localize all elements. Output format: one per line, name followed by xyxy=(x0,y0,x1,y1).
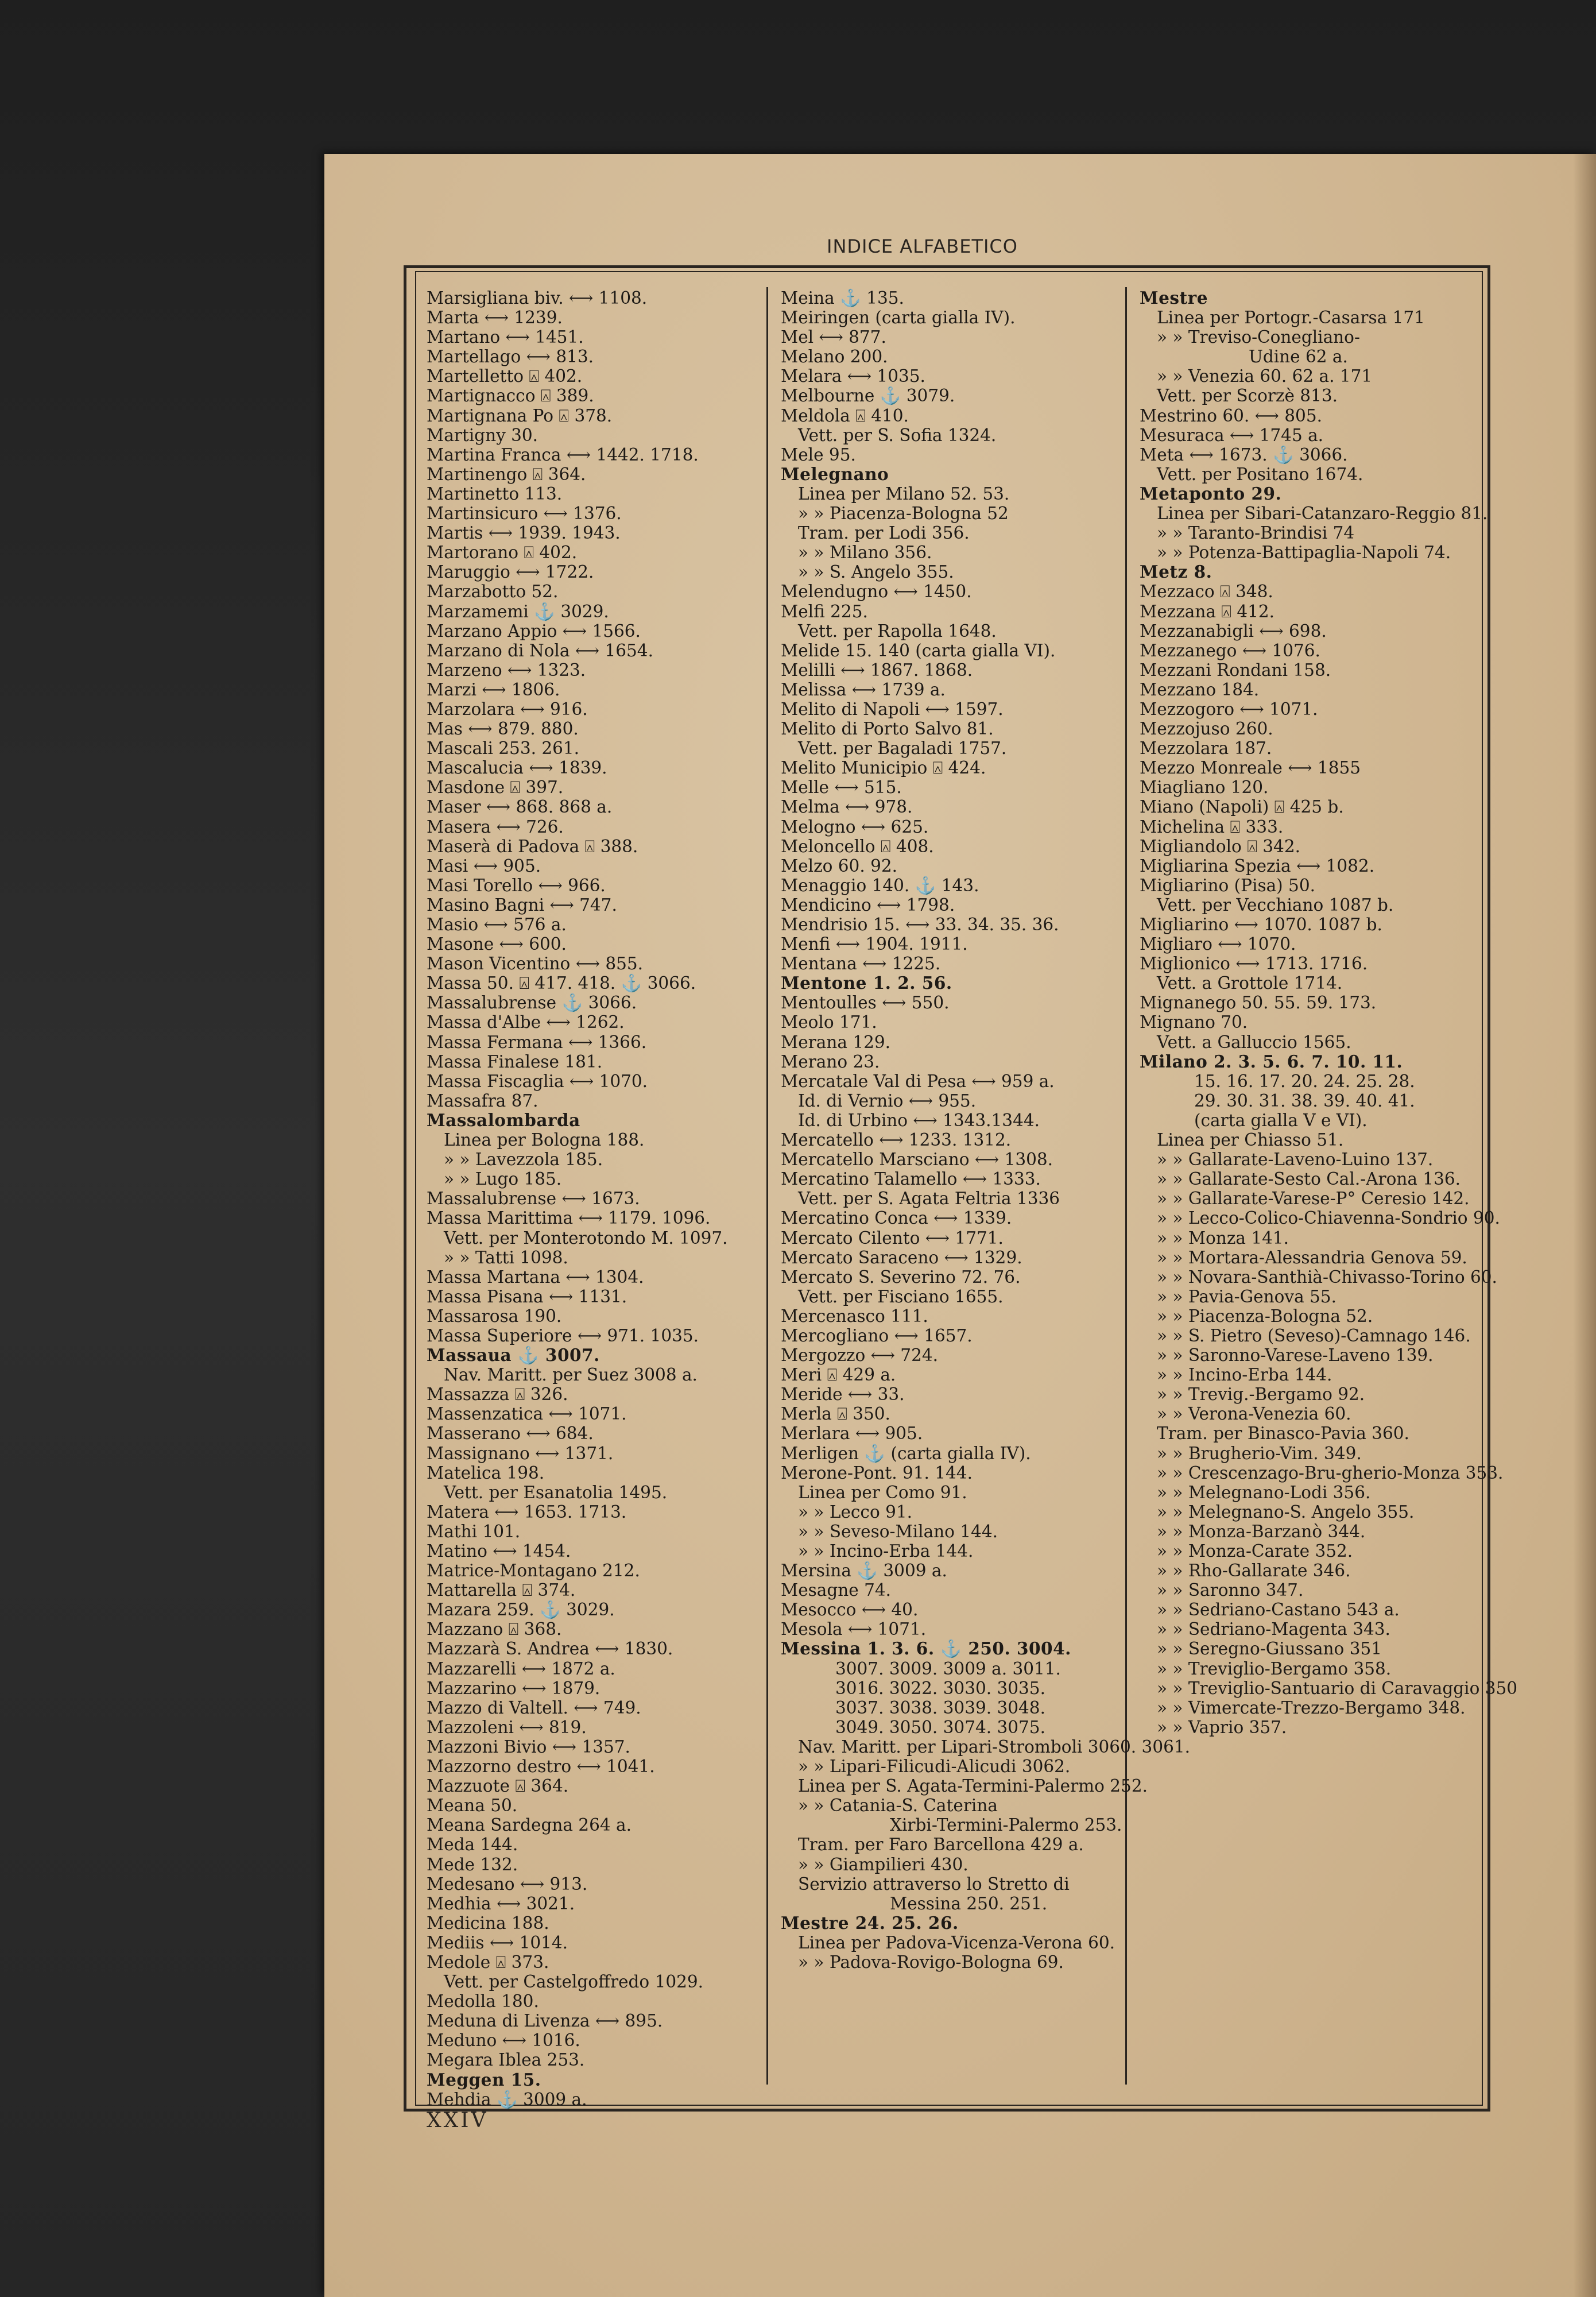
index-entry: Masi Torello ⟷ 966. xyxy=(427,875,606,895)
index-entry: » » Sedriano-Magenta 343. xyxy=(1157,1619,1390,1639)
index-entry: Mercatale Val di Pesa ⟷ 959 a. xyxy=(781,1071,1055,1091)
index-entry: » » Novara-Santhià-Chivasso-Torino 60. xyxy=(1157,1267,1497,1287)
index-entry: Migliarina Spezia ⟷ 1082. xyxy=(1140,856,1375,876)
index-entry: Linea per S. Agata-Termini-Palermo 252. xyxy=(798,1776,1148,1796)
index-entry: Vett. per Esanatolia 1495. xyxy=(444,1482,668,1502)
column-rule-2 xyxy=(1125,287,1127,2085)
index-entry: Marzabotto 52. xyxy=(427,582,559,602)
index-entry: Meiringen (carta gialla IV). xyxy=(781,308,1016,328)
index-entry: Tram. per Faro Barcellona 429 a. xyxy=(798,1835,1084,1855)
index-entry: Mesola ⟷ 1071. xyxy=(781,1619,927,1639)
index-entry: Melfi 225. xyxy=(781,601,868,621)
index-entry: » » Monza 141. xyxy=(1157,1228,1289,1248)
index-entry: Massa d'Albe ⟷ 1262. xyxy=(427,1012,625,1033)
index-entry: Melissa ⟷ 1739 a. xyxy=(781,679,946,699)
index-entry: » » Incino-Erba 144. xyxy=(798,1541,974,1561)
index-entry: Melara ⟷ 1035. xyxy=(781,366,925,386)
index-entry: Mercogliano ⟷ 1657. xyxy=(781,1325,973,1345)
index-entry: 3037. 3038. 3039. 3048. xyxy=(835,1697,1045,1718)
index-entry: Mezzanabigli ⟷ 698. xyxy=(1140,621,1327,641)
index-entry: Mezzanego ⟷ 1076. xyxy=(1140,640,1320,660)
index-entry: Miano (Napoli) ⍓ 425 b. xyxy=(1140,797,1344,817)
index-entry: Medhia ⟷ 3021. xyxy=(427,1893,575,1913)
index-heading: Milano 2. 3. 5. 6. 7. 10. 11. xyxy=(1140,1051,1403,1072)
index-entry: Martellago ⟷ 813. xyxy=(427,347,594,367)
index-entry: Mesagne 74. xyxy=(781,1580,892,1600)
index-entry: Mignanego 50. 55. 59. 173. xyxy=(1140,993,1377,1013)
index-entry: Mercenasco 111. xyxy=(781,1306,928,1326)
index-entry: Merano 23. xyxy=(781,1051,880,1072)
index-entry: Marta ⟷ 1239. xyxy=(427,308,563,328)
index-entry: Vett. a Grottole 1714. xyxy=(1157,973,1343,993)
index-entry: Melendugno ⟷ 1450. xyxy=(781,582,972,602)
index-entry: Massafra 87. xyxy=(427,1091,539,1111)
index-entry: Merone-Pont. 91. 144. xyxy=(781,1463,973,1483)
index-entry: Mercatino Talamello ⟷ 1333. xyxy=(781,1169,1041,1189)
index-entry: Martina Franca ⟷ 1442. 1718. xyxy=(427,444,699,465)
index-entry: Linea per Milano 52. 53. xyxy=(798,484,1010,504)
index-entry: Vett. a Galluccio 1565. xyxy=(1157,1032,1351,1052)
index-entry: Mergozzo ⟷ 724. xyxy=(781,1345,938,1366)
index-entry: Mehdia ⚓ 3009 a. xyxy=(427,2089,587,2109)
index-entry: » » S. Pietro (Seveso)-Camnago 146. xyxy=(1157,1325,1471,1345)
index-entry: Meloncello ⍓ 408. xyxy=(781,836,934,856)
index-entry: Massazza ⍓ 326. xyxy=(427,1385,568,1405)
index-entry: Massarosa 190. xyxy=(427,1306,562,1326)
index-column-1 xyxy=(427,288,760,2109)
index-entry: Martigny 30. xyxy=(427,425,539,445)
index-entry: Mersina ⚓ 3009 a. xyxy=(781,1561,947,1581)
index-entry: Menaggio 140. ⚓ 143. xyxy=(781,875,979,895)
index-entry: Martano ⟷ 1451. xyxy=(427,327,584,347)
index-entry: Matrice-Montagano 212. xyxy=(427,1561,640,1581)
index-entry: Vett. per Fisciano 1655. xyxy=(798,1286,1004,1306)
index-entry: Id. di Urbino ⟷ 1343.1344. xyxy=(798,1110,1040,1130)
index-entry: Miglionico ⟷ 1713. 1716. xyxy=(1140,954,1368,974)
index-entry: Medolla 180. xyxy=(427,1991,539,2012)
index-entry: Mazzoleni ⟷ 819. xyxy=(427,1717,587,1737)
index-entry: 3007. 3009. 3009 a. 3011. xyxy=(835,1658,1061,1679)
index-entry: Matera ⟷ 1653. 1713. xyxy=(427,1502,627,1522)
index-entry: » » Giampilieri 430. xyxy=(798,1854,969,1874)
index-entry: Meta ⟷ 1673. ⚓ 3066. xyxy=(1140,444,1348,465)
index-entry: » » Vimercate-Trezzo-Bergamo 348. xyxy=(1157,1697,1466,1718)
index-entry: Mazzorno destro ⟷ 1041. xyxy=(427,1757,655,1777)
index-entry: » » Rho-Gallarate 346. xyxy=(1157,1561,1351,1581)
index-entry: Mazzarà S. Andrea ⟷ 1830. xyxy=(427,1639,673,1659)
index-entry: » » Gallarate-Varese-P° Ceresio 142. xyxy=(1157,1189,1470,1209)
index-entry: Mestrino 60. ⟷ 805. xyxy=(1140,405,1322,426)
index-entry: Vett. per Scorzè 813. xyxy=(1157,386,1338,406)
index-entry: Mendicino ⟷ 1798. xyxy=(781,895,955,915)
index-entry: Melito di Porto Salvo 81. xyxy=(781,719,994,739)
index-entry: Vett. per S. Agata Feltria 1336 xyxy=(798,1189,1060,1209)
index-entry: Mascali 253. 261. xyxy=(427,738,580,759)
index-entry: » » Gallarate-Laveno-Luino 137. xyxy=(1157,1150,1434,1170)
index-entry: Meolo 171. xyxy=(781,1012,877,1033)
index-entry: Mazzarino ⟷ 1879. xyxy=(427,1678,601,1698)
index-entry: Massa Marittima ⟷ 1179. 1096. xyxy=(427,1208,711,1228)
index-entry: Martis ⟷ 1939. 1943. xyxy=(427,523,621,543)
index-entry: Melle ⟷ 515. xyxy=(781,778,902,798)
index-entry: Mercato Saraceno ⟷ 1329. xyxy=(781,1247,1022,1267)
index-entry: Mazzo di Valtell. ⟷ 749. xyxy=(427,1697,641,1718)
index-entry: Mezzani Rondani 158. xyxy=(1140,660,1331,680)
index-entry: Migliandolo ⍓ 342. xyxy=(1140,836,1300,856)
index-entry: » » Melegnano-Lodi 356. xyxy=(1157,1482,1371,1502)
page-number: XXIV xyxy=(427,2109,489,2132)
index-entry: Mercatello Marsciano ⟷ 1308. xyxy=(781,1150,1053,1170)
index-heading: Metz 8. xyxy=(1140,562,1213,582)
index-entry: Martorano ⍓ 402. xyxy=(427,543,578,563)
index-entry: Mercato Cilento ⟷ 1771. xyxy=(781,1228,1004,1248)
index-entry: Vett. per Vecchiano 1087 b. xyxy=(1157,895,1394,915)
index-entry: Linea per Padova-Vicenza-Verona 60. xyxy=(798,1932,1115,1952)
index-entry: » » Lecco 91. xyxy=(798,1502,912,1522)
index-entry: Martinetto 113. xyxy=(427,484,563,504)
index-entry: Mathi 101. xyxy=(427,1521,521,1541)
index-entry: » » Mortara-Alessandria Genova 59. xyxy=(1157,1247,1467,1267)
index-entry: Mediis ⟷ 1014. xyxy=(427,1932,568,1952)
index-entry: Id. di Vernio ⟷ 955. xyxy=(798,1091,977,1111)
index-entry: » » Lipari-Filicudi-Alicudi 3062. xyxy=(798,1757,1071,1777)
index-entry: Vett. per Positano 1674. xyxy=(1157,464,1363,484)
index-entry: Melogno ⟷ 625. xyxy=(781,817,929,837)
index-entry: » » Lecco-Colico-Chiavenna-Sondrio 90. xyxy=(1157,1208,1500,1228)
index-entry: » » Monza-Barzanò 344. xyxy=(1157,1521,1366,1541)
index-entry: Migliarino ⟷ 1070. 1087 b. xyxy=(1140,915,1382,934)
index-entry: Marzamemi ⚓ 3029. xyxy=(427,601,609,621)
index-entry: Michelina ⍓ 333. xyxy=(1140,817,1284,837)
index-entry: Nav. Maritt. per Lipari-Stromboli 3060. 3061. xyxy=(798,1737,1191,1757)
index-entry: Xirbi-Termini-Palermo 253. xyxy=(890,1815,1122,1835)
index-entry: Mendrisio 15. ⟷ 33. 34. 35. 36. xyxy=(781,915,1059,934)
index-entry: Massa Finalese 181. xyxy=(427,1051,603,1072)
index-entry: » » Taranto-Brindisi 74 xyxy=(1157,523,1355,543)
index-entry: Massenzatica ⟷ 1071. xyxy=(427,1404,627,1424)
index-entry: Mezzaco ⍓ 348. xyxy=(1140,582,1273,602)
index-entry: Melito Municipio ⍓ 424. xyxy=(781,758,986,778)
index-entry: » » Piacenza-Bologna 52. xyxy=(1157,1306,1373,1326)
index-entry: Mazzuote ⍓ 364. xyxy=(427,1776,569,1796)
index-entry: Vett. per Castelgoffredo 1029. xyxy=(444,1972,704,1992)
index-entry: » » Gallarate-Sesto Cal.-Arona 136. xyxy=(1157,1169,1461,1189)
index-entry: Migliaro ⟷ 1070. xyxy=(1140,934,1296,954)
index-entry: Masone ⟷ 600. xyxy=(427,934,567,954)
index-entry: » » Lavezzola 185. xyxy=(444,1150,603,1170)
index-entry: » » Treviglio-Bergamo 358. xyxy=(1157,1658,1392,1679)
index-entry: Vett. per Rapolla 1648. xyxy=(798,621,997,641)
index-heading: Mentone 1. 2. 56. xyxy=(781,973,952,993)
index-entry: » » Catania-S. Caterina xyxy=(798,1796,998,1816)
index-entry: » » Venezia 60. 62 a. 171 xyxy=(1157,366,1373,386)
index-heading: Mestre xyxy=(1140,288,1208,308)
index-entry: Miagliano 120. xyxy=(1140,778,1269,798)
index-entry: Mignano 70. xyxy=(1140,1012,1248,1033)
index-entry: » » Padova-Rovigo-Bologna 69. xyxy=(798,1952,1064,1972)
index-entry: Massa 50. ⍓ 417. 418. ⚓ 3066. xyxy=(427,973,696,993)
index-entry: Linea per Sibari-Catanzaro-Reggio 81. xyxy=(1157,504,1488,524)
index-heading: Melegnano xyxy=(781,463,889,484)
index-entry: Mezzogoro ⟷ 1071. xyxy=(1140,699,1318,719)
index-entry: Mentoulles ⟷ 550. xyxy=(781,993,950,1013)
index-entry: » » Pavia-Genova 55. xyxy=(1157,1286,1337,1306)
index-entry: Meri ⍓ 429 a. xyxy=(781,1365,896,1385)
index-entry: Maserà di Padova ⍓ 388. xyxy=(427,836,638,856)
index-entry: » » Crescenzago-Bru-gherio-Monza 353. xyxy=(1157,1463,1504,1483)
index-entry: » » Monza-Carate 352. xyxy=(1157,1541,1353,1561)
index-entry: Mentana ⟷ 1225. xyxy=(781,954,941,974)
index-entry: Masino Bagni ⟷ 747. xyxy=(427,895,617,915)
index-entry: Mason Vicentino ⟷ 855. xyxy=(427,954,644,974)
index-entry: Mas ⟷ 879. 880. xyxy=(427,719,579,739)
index-entry: » » Seregno-Giussano 351 xyxy=(1157,1639,1382,1659)
index-entry: Mel ⟷ 877. xyxy=(781,327,886,347)
index-entry: Masdone ⍓ 397. xyxy=(427,778,564,798)
index-entry: Linea per Portogr.-Casarsa 171 xyxy=(1157,308,1425,328)
index-entry: Mesocco ⟷ 40. xyxy=(781,1600,919,1620)
index-entry: » » Treviglio-Santuario di Caravaggio 350 xyxy=(1157,1678,1518,1698)
index-entry: » » Sedriano-Castano 543 a. xyxy=(1157,1600,1400,1620)
index-entry: Mezzolara 187. xyxy=(1140,738,1272,759)
index-entry: » » Incino-Erba 144. xyxy=(1157,1365,1332,1385)
index-entry: Melbourne ⚓ 3079. xyxy=(781,386,955,406)
index-entry: Mesuraca ⟷ 1745 a. xyxy=(1140,425,1324,445)
index-entry: Medesano ⟷ 913. xyxy=(427,1874,588,1894)
index-entry: Tram. per Binasco-Pavia 360. xyxy=(1157,1424,1409,1444)
index-entry: » » Lugo 185. xyxy=(444,1169,562,1189)
index-heading: Massalombarda xyxy=(427,1109,580,1130)
index-entry: Mascalucia ⟷ 1839. xyxy=(427,758,607,778)
index-entry: Mezzojuso 260. xyxy=(1140,719,1273,739)
index-entry: Mazzarelli ⟷ 1872 a. xyxy=(427,1658,615,1679)
index-heading: Mestre 24. 25. 26. xyxy=(781,1912,959,1933)
index-entry: Martignacco ⍓ 389. xyxy=(427,386,594,406)
column-rule-1 xyxy=(766,287,768,2085)
index-entry: Mazara 259. ⚓ 3029. xyxy=(427,1600,615,1620)
index-entry: Meldola ⍓ 410. xyxy=(781,405,909,426)
index-entry: » » Tatti 1098. xyxy=(444,1247,568,1267)
index-entry: » » Seveso-Milano 144. xyxy=(798,1521,998,1541)
index-entry: Meduno ⟷ 1016. xyxy=(427,2031,580,2051)
index-entry: Servizio attraverso lo Stretto di xyxy=(798,1874,1070,1894)
index-entry: Medole ⍓ 373. xyxy=(427,1952,549,1972)
index-column-3 xyxy=(1140,288,1518,2103)
index-entry: Massa Fermana ⟷ 1366. xyxy=(427,1032,647,1052)
index-entry: Megara Iblea 253. xyxy=(427,2050,585,2070)
index-entry: Udine 62 a. xyxy=(1249,347,1348,367)
index-entry: Marzeno ⟷ 1323. xyxy=(427,660,586,680)
index-entry: Mezzo Monreale ⟷ 1855 xyxy=(1140,758,1361,778)
index-entry: Meduna di Livenza ⟷ 895. xyxy=(427,2011,663,2031)
index-entry: Masi ⟷ 905. xyxy=(427,856,541,876)
index-entry: Melzo 60. 92. xyxy=(781,856,897,876)
index-heading: Messina 1. 3. 6. ⚓ 250. 3004. xyxy=(781,1638,1071,1659)
index-entry: Martelletto ⍓ 402. xyxy=(427,366,583,386)
index-heading: Metaponto 29. xyxy=(1140,483,1282,504)
index-entry: Linea per Bologna 188. xyxy=(444,1130,645,1150)
index-entry: » » Vaprio 357. xyxy=(1157,1717,1287,1737)
index-entry: Meride ⟷ 33. xyxy=(781,1385,905,1405)
index-entry: Nav. Maritt. per Suez 3008 a. xyxy=(444,1365,698,1385)
index-entry: Melito di Napoli ⟷ 1597. xyxy=(781,699,1004,719)
index-heading: Massaua ⚓ 3007. xyxy=(427,1345,600,1366)
index-entry: Mele 95. xyxy=(781,444,856,465)
index-entry: Massalubrense ⟷ 1673. xyxy=(427,1189,640,1209)
index-entry: 29. 30. 31. 38. 39. 40. 41. xyxy=(1194,1091,1415,1111)
index-entry: Mezzana ⍓ 412. xyxy=(1140,601,1275,621)
index-entry: » » Saronno 347. xyxy=(1157,1580,1304,1600)
index-entry: Martinsicuro ⟷ 1376. xyxy=(427,504,622,524)
index-entry: Marzano di Nola ⟷ 1654. xyxy=(427,640,653,660)
index-entry: » » Saronno-Varese-Laveno 139. xyxy=(1157,1345,1434,1366)
page-edge-shadow xyxy=(1573,154,1596,2297)
index-entry: Massignano ⟷ 1371. xyxy=(427,1443,614,1463)
index-entry: Melide 15. 140 (carta gialla VI). xyxy=(781,640,1056,660)
index-entry: Massalubrense ⚓ 3066. xyxy=(427,993,637,1013)
index-entry: Tram. per Lodi 356. xyxy=(798,523,970,543)
index-entry: Migliarino (Pisa) 50. xyxy=(1140,875,1315,895)
index-entry: Meana Sardegna 264 a. xyxy=(427,1815,632,1835)
index-entry: Mercatello ⟷ 1233. 1312. xyxy=(781,1130,1012,1150)
index-entry: Matelica 198. xyxy=(427,1463,545,1483)
index-entry: Mazzano ⍓ 368. xyxy=(427,1619,562,1639)
index-entry: Masera ⟷ 726. xyxy=(427,817,564,837)
index-entry: Meana 50. xyxy=(427,1796,518,1816)
index-entry: Melma ⟷ 978. xyxy=(781,797,913,817)
index-entry: Meina ⚓ 135. xyxy=(781,288,904,308)
page-header-title: INDICE ALFABETICO xyxy=(827,235,1018,257)
index-entry: Menfi ⟷ 1904. 1911. xyxy=(781,934,968,954)
index-entry: » » S. Angelo 355. xyxy=(798,562,954,582)
index-entry: Marsigliana biv. ⟷ 1108. xyxy=(427,288,648,308)
index-entry: Mezzano 184. xyxy=(1140,679,1260,699)
index-entry: Merla ⍓ 350. xyxy=(781,1404,890,1424)
index-entry: Meda 144. xyxy=(427,1835,518,1855)
index-entry: Martignana Po ⍓ 378. xyxy=(427,405,613,426)
index-entry: Merlara ⟷ 905. xyxy=(781,1424,923,1444)
index-entry: Marzi ⟷ 1806. xyxy=(427,679,560,699)
index-entry: Messina 250. 251. xyxy=(890,1893,1048,1913)
index-entry: Masio ⟷ 576 a. xyxy=(427,915,567,934)
index-entry: Mazzoni Bivio ⟷ 1357. xyxy=(427,1737,630,1757)
index-entry: Vett. per S. Sofia 1324. xyxy=(798,425,997,445)
index-entry: Linea per Como 91. xyxy=(798,1482,967,1502)
index-entry: Melilli ⟷ 1867. 1868. xyxy=(781,660,973,680)
index-entry: Maser ⟷ 868. 868 a. xyxy=(427,797,613,817)
index-entry: Masserano ⟷ 684. xyxy=(427,1424,594,1444)
index-entry: » » Milano 356. xyxy=(798,543,932,563)
index-entry: Mede 132. xyxy=(427,1854,518,1874)
index-entry: 15. 16. 17. 20. 24. 25. 28. xyxy=(1194,1071,1415,1091)
index-entry: Vett. per Bagaladi 1757. xyxy=(798,738,1007,759)
index-entry: » » Melegnano-S. Angelo 355. xyxy=(1157,1502,1415,1522)
index-entry: 3016. 3022. 3030. 3035. xyxy=(835,1678,1045,1698)
index-entry: Matino ⟷ 1454. xyxy=(427,1541,571,1561)
index-entry: Mattarella ⍓ 374. xyxy=(427,1580,576,1600)
index-entry: Marzano Appio ⟷ 1566. xyxy=(427,621,641,641)
index-entry: Vett. per Monterotondo M. 1097. xyxy=(444,1228,728,1248)
index-entry: » » Piacenza-Bologna 52 xyxy=(798,504,1009,524)
index-entry: 3049. 3050. 3074. 3075. xyxy=(835,1717,1045,1737)
index-entry: Medicina 188. xyxy=(427,1913,549,1933)
index-entry: » » Trevig.-Bergamo 92. xyxy=(1157,1385,1365,1405)
index-entry: » » Brugherio-Vim. 349. xyxy=(1157,1443,1362,1463)
index-entry: Massa Martana ⟷ 1304. xyxy=(427,1267,644,1287)
index-entry: Massa Fiscaglia ⟷ 1070. xyxy=(427,1071,648,1091)
index-entry: Martinengo ⍓ 364. xyxy=(427,464,586,484)
index-entry: » » Verona-Venezia 60. xyxy=(1157,1404,1351,1424)
index-heading: Meggen 15. xyxy=(427,2069,541,2090)
index-entry: Marzolara ⟷ 916. xyxy=(427,699,588,719)
index-entry: Mercatino Conca ⟷ 1339. xyxy=(781,1208,1012,1228)
index-entry: Maruggio ⟷ 1722. xyxy=(427,562,594,582)
index-entry: Merana 129. xyxy=(781,1032,891,1052)
index-entry: » » Treviso-Conegliano- xyxy=(1157,327,1360,347)
index-entry: Massa Superiore ⟷ 971. 1035. xyxy=(427,1325,699,1345)
index-entry: (carta gialla V e VI). xyxy=(1194,1110,1368,1130)
index-entry: » » Potenza-Battipaglia-Napoli 74. xyxy=(1157,543,1451,563)
index-entry: Massa Pisana ⟷ 1131. xyxy=(427,1286,627,1306)
index-entry: Merligen ⚓ (carta gialla IV). xyxy=(781,1443,1031,1463)
index-entry: Mercato S. Severino 72. 76. xyxy=(781,1267,1021,1287)
index-entry: Linea per Chiasso 51. xyxy=(1157,1130,1344,1150)
index-entry: Melano 200. xyxy=(781,347,888,367)
